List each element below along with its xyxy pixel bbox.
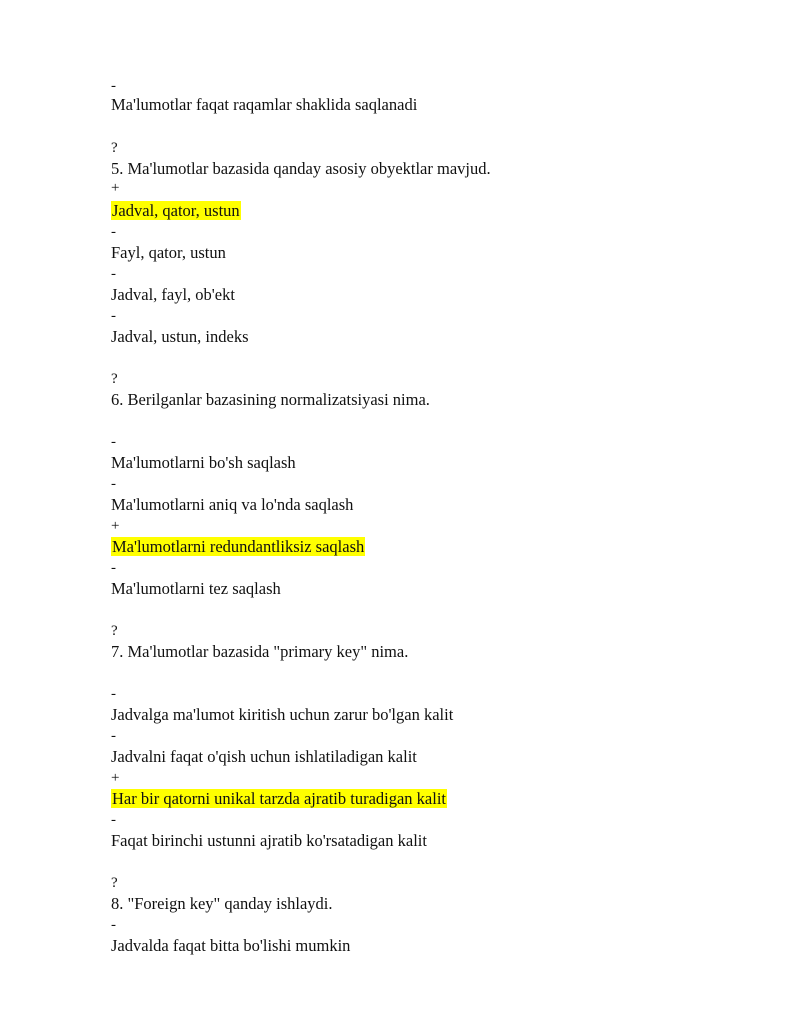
- question-text: 8. "Foreign key" qanday ishlaydi.: [111, 894, 333, 913]
- answer-option: Jadvalda faqat bitta bo'lishi mumkin: [111, 936, 351, 955]
- marker-question: ?: [111, 140, 118, 156]
- marker-dash: -: [111, 434, 116, 450]
- marker-dash: -: [111, 812, 116, 828]
- answer-option: Jadval, fayl, ob'ekt: [111, 285, 235, 304]
- marker-plus: +: [111, 180, 120, 196]
- marker-dash: -: [111, 266, 116, 282]
- question-text: 6. Berilganlar bazasining normalizatsiyasi nima.: [111, 390, 430, 409]
- question-text: 5. Ma'lumotlar bazasida qanday asosiy obyektlar mavjud.: [111, 159, 491, 178]
- marker-dash: -: [111, 686, 116, 702]
- marker-dash: -: [111, 917, 116, 933]
- answer-option: Ma'lumotlarni aniq va lo'nda saqlash: [111, 495, 354, 514]
- answer-option-correct: Har bir qatorni unikal tarzda ajratib turadigan kalit: [112, 789, 446, 808]
- answer-option-correct: Ma'lumotlarni redundantliksiz saqlash: [112, 537, 365, 556]
- question-text: 7. Ma'lumotlar bazasida "primary key" nima.: [111, 642, 409, 661]
- marker-dash: -: [111, 224, 116, 240]
- answer-option: Ma'lumotlarni bo'sh saqlash: [111, 453, 296, 472]
- answer-option: Faqat birinchi ustunni ajratib ko'rsatadigan kalit: [111, 831, 427, 850]
- answer-option: Ma'lumotlar faqat raqamlar shaklida saqlanadi: [111, 95, 418, 114]
- answer-option: Jadvalga ma'lumot kiritish uchun zarur bo'lgan kalit: [111, 705, 454, 724]
- marker-plus: +: [111, 770, 120, 786]
- answer-option: Jadval, ustun, indeks: [111, 327, 249, 346]
- marker-question: ?: [111, 623, 118, 639]
- answer-option: Ma'lumotlarni tez saqlash: [111, 579, 281, 598]
- answer-option-correct: Jadval, qator, ustun: [112, 201, 240, 220]
- marker-question: ?: [111, 371, 118, 387]
- marker-dash: -: [111, 728, 116, 744]
- marker-dash: -: [111, 308, 116, 324]
- answer-option: Fayl, qator, ustun: [111, 243, 226, 262]
- marker-question: ?: [111, 875, 118, 891]
- marker-dash: -: [111, 78, 116, 94]
- marker-plus: +: [111, 518, 120, 534]
- marker-dash: -: [111, 476, 116, 492]
- answer-option: Jadvalni faqat o'qish uchun ishlatiladigan kalit: [111, 747, 417, 766]
- marker-dash: -: [111, 560, 116, 576]
